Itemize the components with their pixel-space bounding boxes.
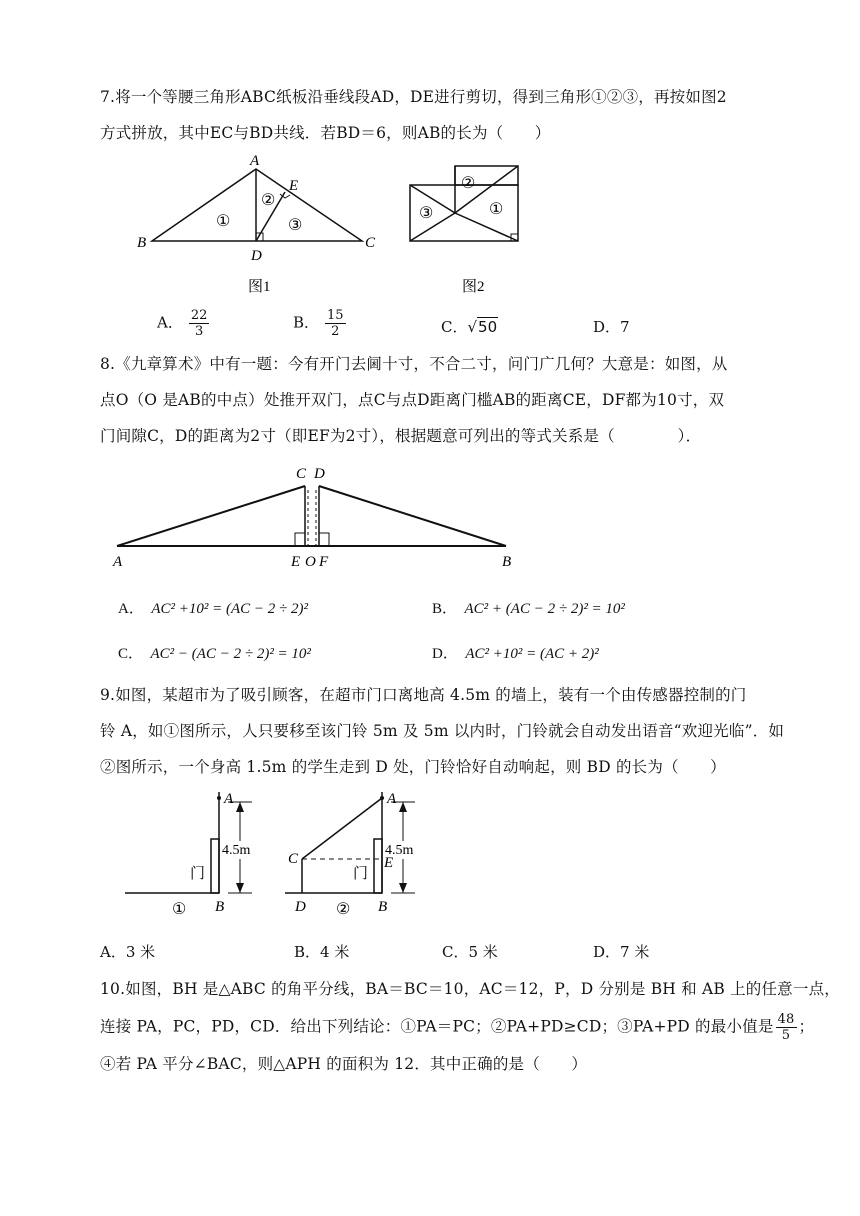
q10-frac-num: 48 (777, 1012, 795, 1027)
q8-option-d[interactable]: D． AC² +10² = (AC + 2)² (432, 646, 599, 662)
q9-option-c[interactable]: C．5 米 (442, 943, 498, 961)
fig1-label-E: E (289, 178, 299, 194)
q9-option-b[interactable]: B．4 米 (294, 943, 350, 961)
q10-text-line2b: ； (798, 1017, 815, 1036)
fig1-label-B: B (137, 235, 147, 251)
q9-text-line3: ②图所示，一个身高 1.5m 的学生走到 D 处，门铃恰好自动响起，则 BD 的长为（ ） (100, 758, 726, 776)
q10-text-line1: 10.如图，BH 是△ABC 的角平分线，BA＝BC＝10，AC＝12，P，D 分别是 BH 和 AB 上的任意一点， (100, 980, 840, 998)
q9-figure2 (280, 784, 440, 926)
q9f1-caption: ① (172, 901, 187, 918)
q8-text-line3: 门间隙C，D的距离为2寸（即EF为2寸），根据题意可列出的等式关系是（ ）． (100, 427, 702, 445)
q8-label-D: D (314, 466, 325, 482)
fig2-piece1: ① (489, 201, 504, 218)
q9f2-label-D: D (295, 899, 306, 915)
q7-b-num: 15 (327, 308, 344, 323)
q8-option-b[interactable]: B． AC² + (AC − 2 ÷ 2)² = 10² (432, 601, 625, 617)
q9f2-caption: ② (336, 901, 351, 918)
q9f1-label-A: A (224, 791, 234, 807)
q8-option-a[interactable]: A． AC² +10² = (AC − 2 ÷ 2)² (118, 601, 309, 617)
q7-c-radicand: 50 (478, 318, 498, 336)
q9-option-a[interactable]: A．3 米 (100, 943, 156, 961)
q8-text-line1: 8.《九章算术》中有一题：今有开门去阃十寸，不合二寸，问门广几何？大意是：如图，从 (100, 355, 728, 373)
q8-label-C: C (296, 466, 307, 482)
q8-d-expr: AC² +10² = (AC + 2)² (465, 646, 599, 662)
q8-label-A: A (113, 554, 123, 570)
sqrt-icon: √ (467, 318, 478, 336)
q9f2-label-B: B (378, 899, 388, 915)
q8-c-expr: AC² − (AC − 2 ÷ 2)² = 10² (150, 646, 311, 662)
q9f2-height: 4.5m (385, 843, 414, 858)
fig2-piece3: ③ (419, 205, 434, 222)
q10-frac-den: 5 (781, 1028, 791, 1043)
q10-text-line3: ④若 PA 平分∠BAC，则△APH 的面积为 12．其中正确的是（ ） (100, 1055, 588, 1073)
q7-option-b[interactable]: B． $\frac{15}{2}$ (293, 308, 344, 339)
q8-text-line2: 点O（O 是AB的中点）处推开双门，点C与点D距离门槛AB的距离CE，DF都为10寸，双 (100, 391, 725, 409)
q7-figure2 (400, 158, 530, 300)
q10-text-line2 (100, 1012, 814, 1043)
fig1-label-C: C (365, 235, 376, 251)
fig1-caption: 图1 (248, 279, 271, 295)
q8-label-F: F (319, 554, 329, 570)
q8-a-expr: AC² +10² = (AC − 2 ÷ 2)² (151, 601, 309, 617)
fig1-piece3: ③ (288, 217, 303, 234)
q7-figure1 (130, 150, 390, 300)
q8-figure (100, 458, 530, 573)
q9-text-line1: 9.如图，某超市为了吸引顾客，在超市门口离地高 4.5m 的墙上，装有一个由传感器控制的门 (100, 686, 747, 704)
q8-label-B: B (502, 554, 512, 570)
q9-option-d[interactable]: D．7 米 (593, 943, 650, 961)
q7-option-d[interactable]: D．7 (593, 318, 630, 336)
q9-text-line2: 铃 A，如①图所示，人只要移至该门铃 5m 及 5m 以内时，门铃就会自动发出语音“欢迎光临”．如 (100, 722, 785, 740)
q9f1-height: 4.5m (222, 843, 251, 858)
fig1-piece1: ① (216, 213, 231, 230)
q10-text-line2a: 连接 PA，PC，PD，CD．给出下列结论：①PA＝PC；②PA+PD≥CD；③PA+PD 的最小值是 (100, 1017, 774, 1036)
fig2-caption: 图2 (462, 279, 485, 295)
q7-text-line2: 方式拼放，其中EC与BD共线．若BD＝6，则AB的长为（ ） (100, 124, 551, 142)
q9-figure1 (120, 784, 280, 926)
fig2-piece2: ② (461, 175, 476, 192)
fig1-piece2: ② (261, 192, 276, 209)
q8-b-expr: AC² + (AC − 2 ÷ 2)² = 10² (464, 601, 625, 617)
q9f1-label-B: B (215, 899, 225, 915)
q9f2-door: 门 (353, 866, 369, 882)
q7-option-c[interactable]: C．√50 (441, 318, 498, 336)
q7-text-line1: 7.将一个等腰三角形ABC纸板沿垂线段AD，DE进行剪切，得到三角形①②③，再按如图2 (100, 88, 727, 106)
q7-b-den: 2 (331, 324, 340, 339)
q9f2-label-C: C (288, 851, 299, 867)
q8-option-c[interactable]: C． AC² − (AC − 2 ÷ 2)² = 10² (118, 646, 311, 662)
fig1-label-A: A (250, 153, 260, 169)
q9f2-label-A: A (387, 791, 397, 807)
q9f2-label-E: E (384, 855, 394, 871)
fig1-label-D: D (251, 248, 262, 264)
q7-a-num: 22 (190, 308, 208, 323)
q8-label-E: E (291, 554, 301, 570)
q8-label-O: O (305, 554, 316, 570)
q7-a-den: 3 (194, 324, 204, 339)
q9f1-door: 门 (190, 866, 206, 882)
q7-option-a[interactable]: A． $\frac{22}{3}$ (157, 308, 208, 339)
